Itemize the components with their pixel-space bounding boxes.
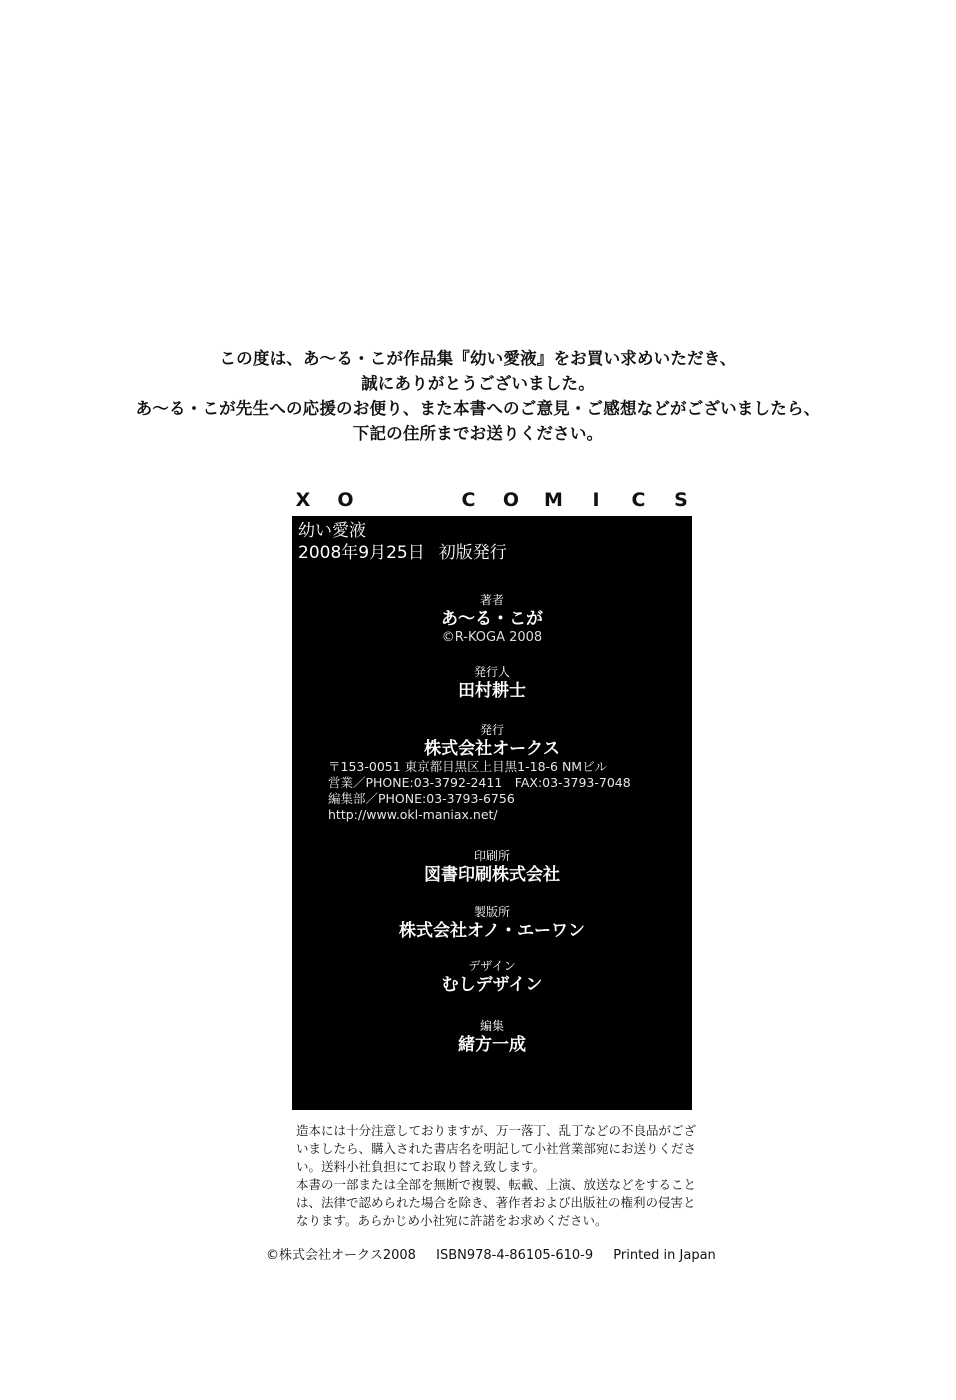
credit-name: 株式会社オークス: [424, 739, 560, 759]
footer-line: [266, 1247, 736, 1265]
credit-role: 発行: [479, 723, 504, 737]
credit-name: 株式会社オノ・エーワン: [399, 921, 585, 941]
series-letter: C: [631, 489, 646, 511]
credit-author: [292, 592, 692, 646]
editorial-phone: 編集部／PHONE:03-3793-6756: [328, 791, 515, 806]
credit-editor: [292, 1018, 692, 1056]
notice-line: 本書の一部または全部を無断で複製、転載、上演、放送などをすること: [296, 1177, 697, 1192]
credit-printer: [292, 848, 692, 886]
credit-name: 図書印刷株式会社: [424, 865, 560, 885]
series-letter: X: [295, 489, 311, 511]
sales-phone: 営業／PHONE:03-3792-2411 FAX:03-3793-7048: [328, 775, 631, 790]
credit-role: デザイン: [468, 959, 516, 973]
notice-line: なります。あらかじめ小社宛に許諾をお求めください。: [296, 1213, 608, 1228]
thanks-line: あ〜る・こが先生への応援のお便り、また本書へのご意見・ご感想などがございましたら、: [135, 399, 821, 418]
series-letter: S: [674, 489, 688, 511]
series-letter: O: [337, 489, 354, 511]
credit-publisher: [292, 722, 692, 760]
thanks-line: この度は、あ〜る・こが作品集『幼い愛液』をお買い求めいただき、: [219, 349, 737, 368]
credit-design: [292, 958, 692, 996]
edition: 初版発行: [438, 543, 507, 563]
thanks-message: [0, 346, 956, 446]
thanks-line: 誠にありがとうございました。: [361, 374, 595, 393]
footer-copyright: ©株式会社オークス2008: [266, 1248, 416, 1263]
publish-date: 2008年9月25日: [298, 543, 425, 563]
copyright-line: ©R-KOGA 2008: [441, 630, 543, 645]
series-letter: I: [592, 489, 600, 511]
notice-line: いましたら、購入された書店名を明記して小社営業部宛にお送りくださ: [296, 1141, 697, 1156]
legal-notice: [296, 1122, 706, 1230]
series-letter: O: [502, 489, 520, 511]
book-title: 幼い愛液: [298, 521, 366, 541]
series-logo: [292, 486, 692, 514]
notice-line: は、法律で認められた場合を除き、著作者および出版社の権利の侵害と: [296, 1195, 696, 1210]
credit-role: 製版所: [473, 905, 510, 919]
publisher-contact: [328, 759, 668, 823]
credit-name: あ〜る・こが: [441, 609, 543, 629]
website-url: http://www.okl-maniax.net/: [328, 807, 498, 822]
credit-role: 印刷所: [473, 849, 510, 863]
thanks-line: 下記の住所までお送りください。: [352, 424, 604, 443]
credit-role: 著者: [479, 593, 504, 607]
printed-in: Printed in Japan: [613, 1248, 716, 1263]
credit-plate: [292, 904, 692, 942]
address: 〒153-0051 東京都目黒区上目黒1-18-6 NMビル: [328, 759, 608, 774]
isbn: ISBN978-4-86105-610-9: [436, 1248, 594, 1263]
colophon-box: [292, 516, 692, 1110]
credit-role: 編集: [479, 1019, 504, 1033]
series-letter: C: [461, 489, 476, 511]
notice-line: 造本には十分注意しておりますが、万一落丁、乱丁などの不良品がござ: [296, 1123, 697, 1138]
colophon-header: [298, 520, 507, 564]
credit-publisher-person: [292, 664, 692, 702]
credit-name: むしデザイン: [441, 975, 543, 995]
credit-role: 発行人: [473, 665, 510, 679]
credit-name: 田村耕士: [458, 681, 526, 701]
series-letter: M: [544, 489, 563, 511]
notice-line: い。送料小社負担にてお取り替え致します。: [296, 1159, 546, 1174]
credit-name: 緒方一成: [458, 1035, 526, 1055]
